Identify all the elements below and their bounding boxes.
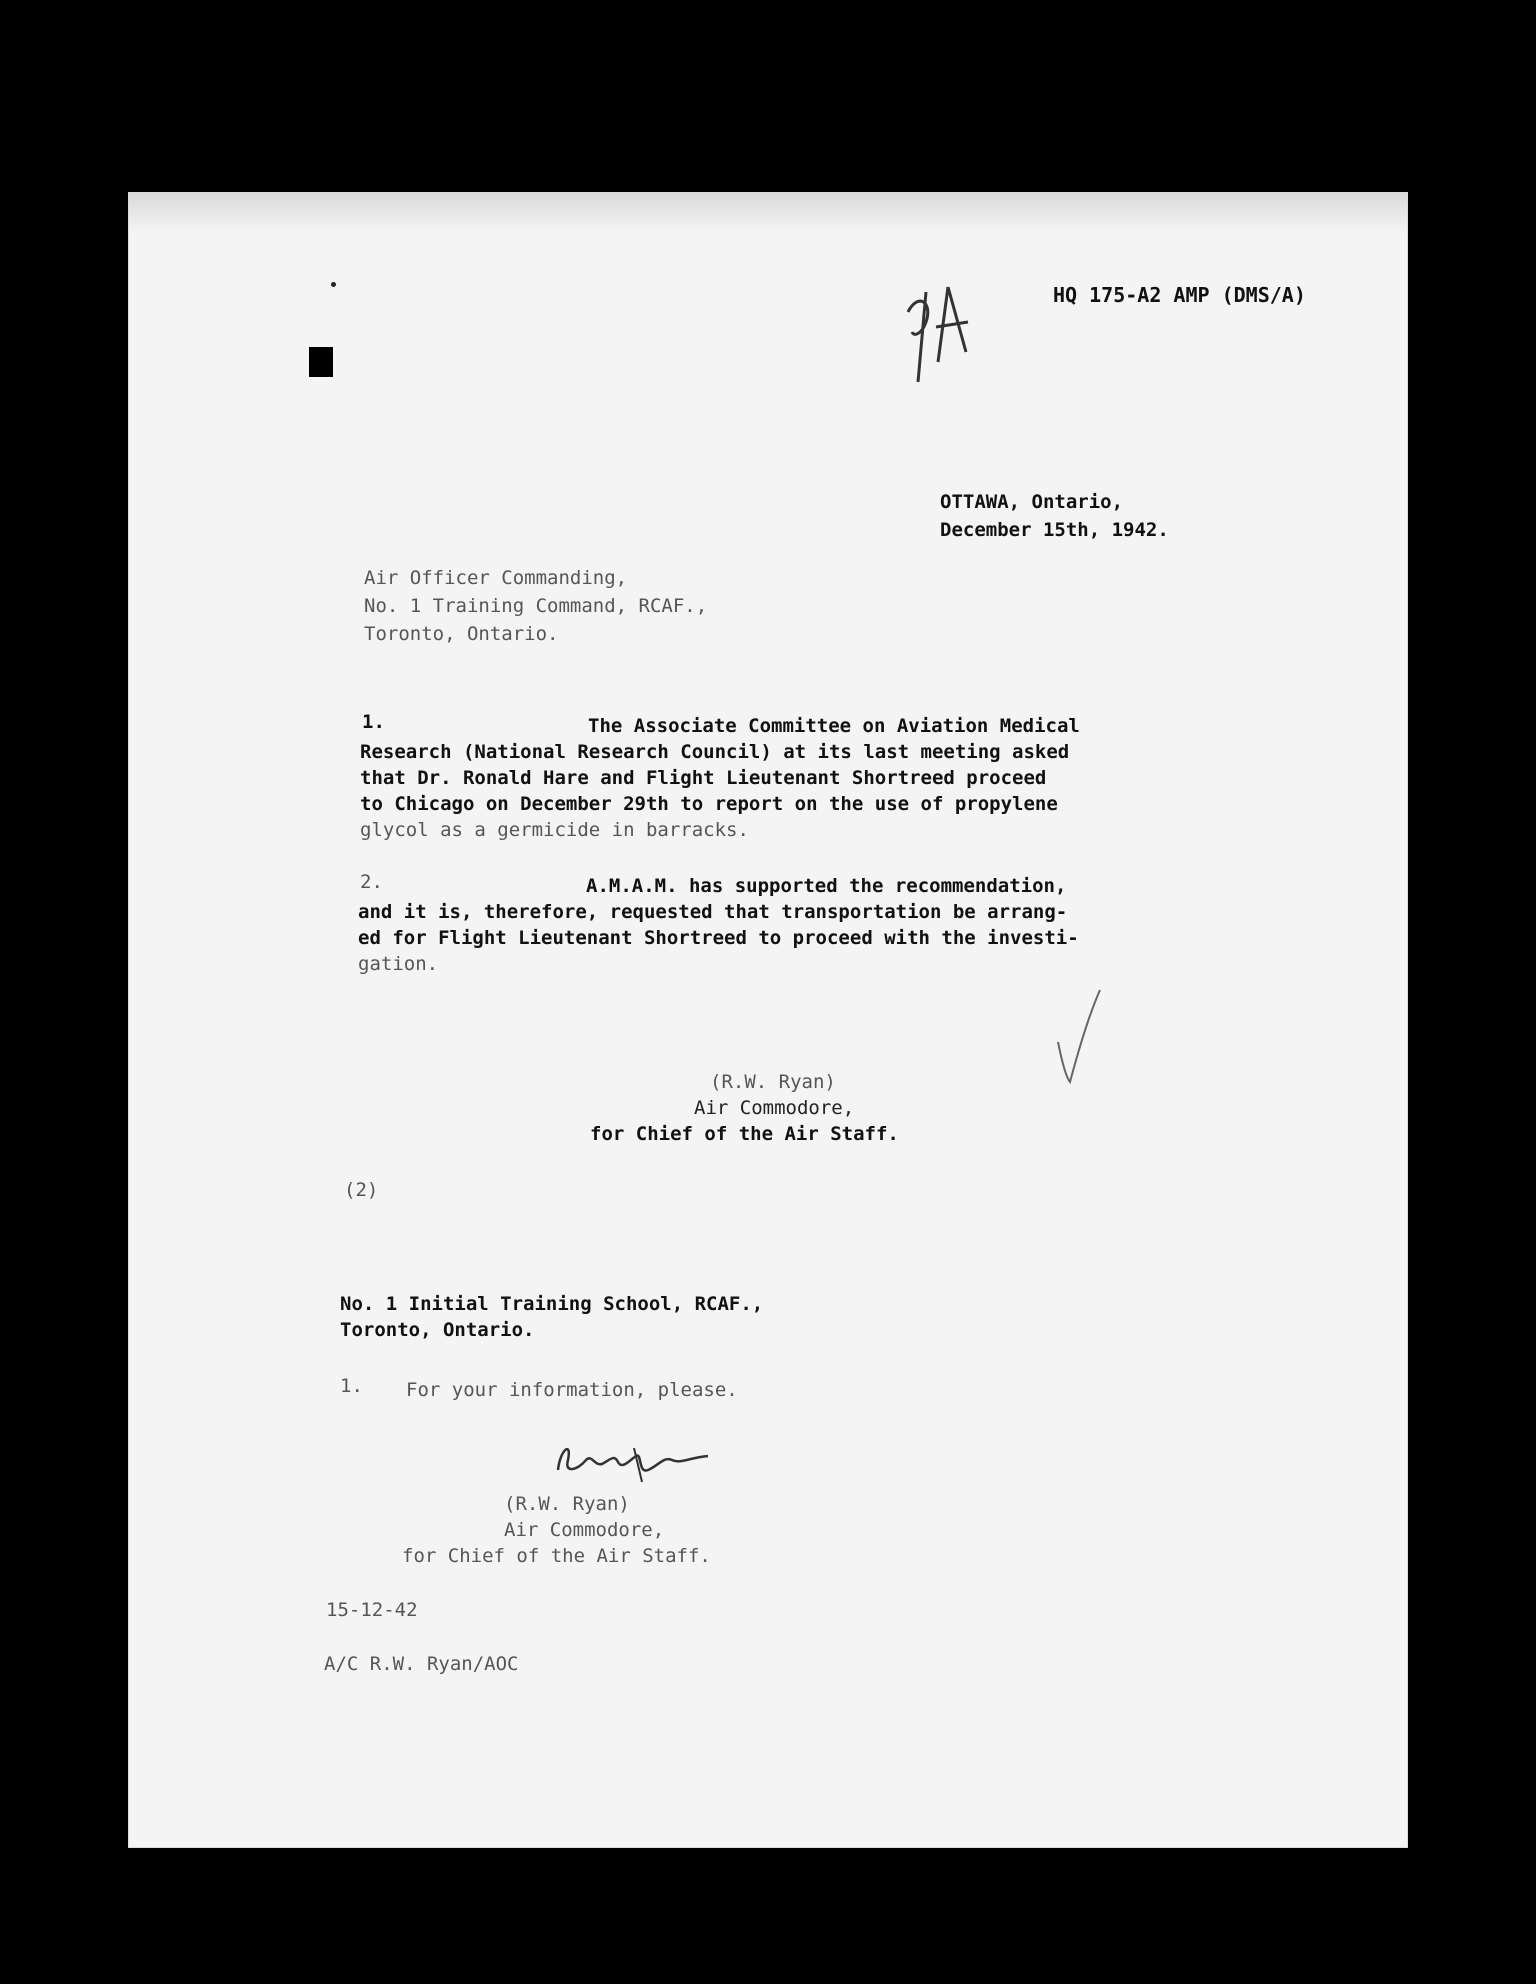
paragraph-2-line: gation. (358, 953, 439, 975)
signature-1-name: (R.W. Ryan) (710, 1071, 836, 1093)
footer-date: 15-12-42 (326, 1599, 418, 1621)
date-line: December 15th, 1942. (940, 519, 1169, 541)
file-reference: HQ 175-A2 AMP (DMS/A) (1053, 283, 1306, 307)
signature-2-for: for Chief of the Air Staff. (402, 1545, 711, 1567)
paragraph-1-line: Research (National Research Council) at its last meeting asked (360, 741, 1070, 763)
paragraph-1-line: to Chicago on December 29th to report on the use of propylene (360, 793, 1058, 815)
paragraph-2-number: 2. (360, 871, 383, 893)
paragraph-2-line: and it is, therefore, requested that transportation be arrang- (358, 901, 1068, 923)
pencil-check-mark (1048, 982, 1108, 1092)
addressee-line-2: No. 1 Training Command, RCAF., (364, 595, 708, 617)
paragraph-2-line: ed for Flight Lieutenant Shortreed to proceed with the investi- (358, 927, 1079, 949)
footer-reference: A/C R.W. Ryan/AOC (324, 1653, 519, 1675)
signature-2-name: (R.W. Ryan) (504, 1493, 630, 1515)
paragraph-1-line: that Dr. Ronald Hare and Flight Lieutenant Shortreed proceed (360, 767, 1047, 789)
signature-2-rank: Air Commodore, (504, 1519, 665, 1541)
staple-dot (331, 282, 336, 287)
document-page (128, 192, 1408, 1848)
paragraph-1-line: The Associate Committee on Aviation Medical (588, 715, 1080, 737)
handwritten-initials-mark (888, 272, 998, 392)
second-para-text: For your information, please. (406, 1379, 738, 1401)
paragraph-1-number: 1. (362, 711, 385, 733)
punch-hole-mark (309, 347, 333, 377)
copy-marker: (2) (344, 1179, 379, 1201)
signature-1-rank: Air Commodore, (694, 1097, 855, 1119)
handwritten-signature-mark (538, 1430, 728, 1490)
addressee-line-3: Toronto, Ontario. (364, 623, 559, 645)
paragraph-1-line: glycol as a germicide in barracks. (360, 819, 749, 841)
paragraph-2-line: A.M.A.M. has supported the recommendation, (586, 875, 1067, 897)
location-line: OTTAWA, Ontario, (940, 491, 1124, 513)
signature-1-for: for Chief of the Air Staff. (590, 1123, 899, 1145)
second-addressee-line-1: No. 1 Initial Training School, RCAF., (340, 1293, 764, 1315)
addressee-line-1: Air Officer Commanding, (364, 567, 628, 589)
second-para-number: 1. (340, 1375, 363, 1397)
second-addressee-line-2: Toronto, Ontario. (340, 1319, 535, 1341)
